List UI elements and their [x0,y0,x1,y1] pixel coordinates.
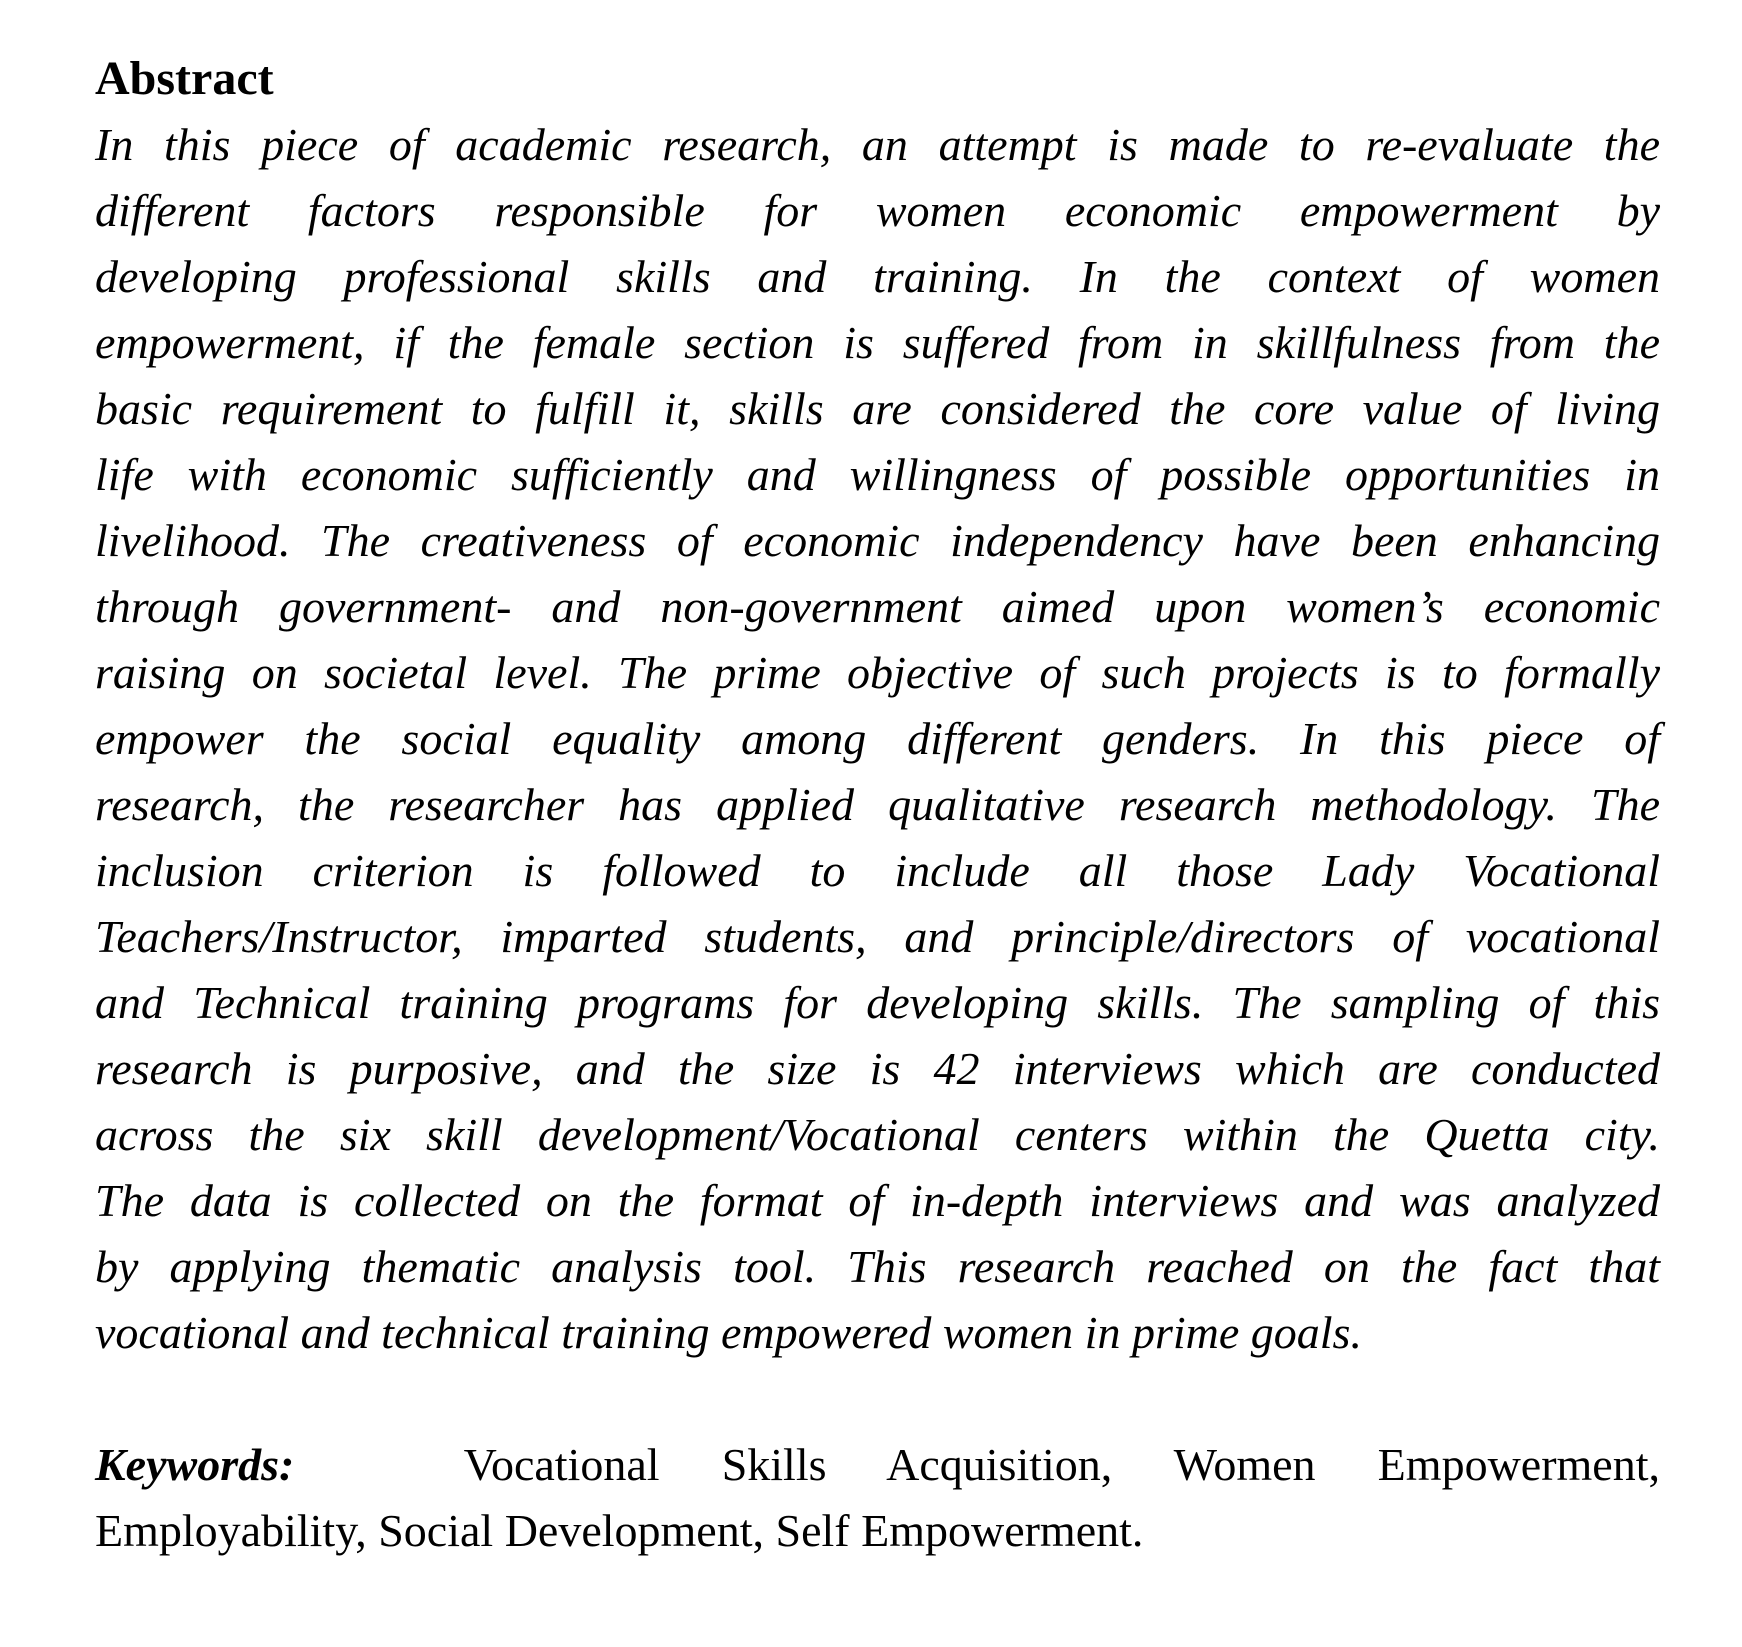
abstract-paragraph [95,112,1660,1366]
abstract-line: raising on societal level. The prime objective of such projects is to formally [95,647,1660,698]
abstract-line-last: vocational and technical training empowered women in prime goals. [95,1307,1362,1358]
keywords-line-1 [95,1432,1660,1498]
abstract-line: empowerment, if the female section is suffered from in skillfulness from the [95,317,1660,368]
abstract-line: basic requirement to fulfill it, skills are considered the core value of living [95,383,1660,434]
abstract-line: inclusion criterion is followed to include all those Lady Vocational [95,845,1660,896]
abstract-line: different factors responsible for women economic empowerment by [95,185,1660,236]
abstract-heading: Abstract [95,52,274,105]
abstract-line: by applying thematic analysis tool. This research reached on the fact that [95,1241,1660,1292]
keywords-line-2: Employability, Social Development, Self Empowerment. [95,1505,1144,1556]
abstract-line: research, the researcher has applied qualitative research methodology. The [95,779,1660,830]
keywords-label: Keywords: [95,1439,295,1490]
abstract-line: through government- and non-government aimed upon women’s economic [95,581,1660,632]
abstract-line: In this piece of academic research, an attempt is made to re-evaluate the [95,119,1660,170]
abstract-line: life with economic sufficiently and willingness of possible opportunities in [95,449,1660,500]
abstract-line: developing professional skills and training. In the context of women [95,251,1660,302]
keywords-text: Vocational Skills Acquisition, Women Empowerment, [463,1439,1660,1490]
abstract-line: empower the social equality among different genders. In this piece of [95,713,1660,764]
abstract-line: and Technical training programs for developing skills. The sampling of this [95,977,1660,1028]
abstract-line: livelihood. The creativeness of economic independency have been enhancing [95,515,1660,566]
abstract-line: The data is collected on the format of in-depth interviews and was analyzed [95,1175,1660,1226]
keywords-tab-space [294,1479,402,1480]
abstract-line: across the six skill development/Vocational centers within the Quetta city. [95,1109,1660,1160]
abstract-line: research is purposive, and the size is 42 interviews which are conducted [95,1043,1660,1094]
abstract-line: Teachers/Instructor, imparted students, and principle/directors of vocational [95,911,1660,962]
keywords-section [95,1432,1660,1564]
